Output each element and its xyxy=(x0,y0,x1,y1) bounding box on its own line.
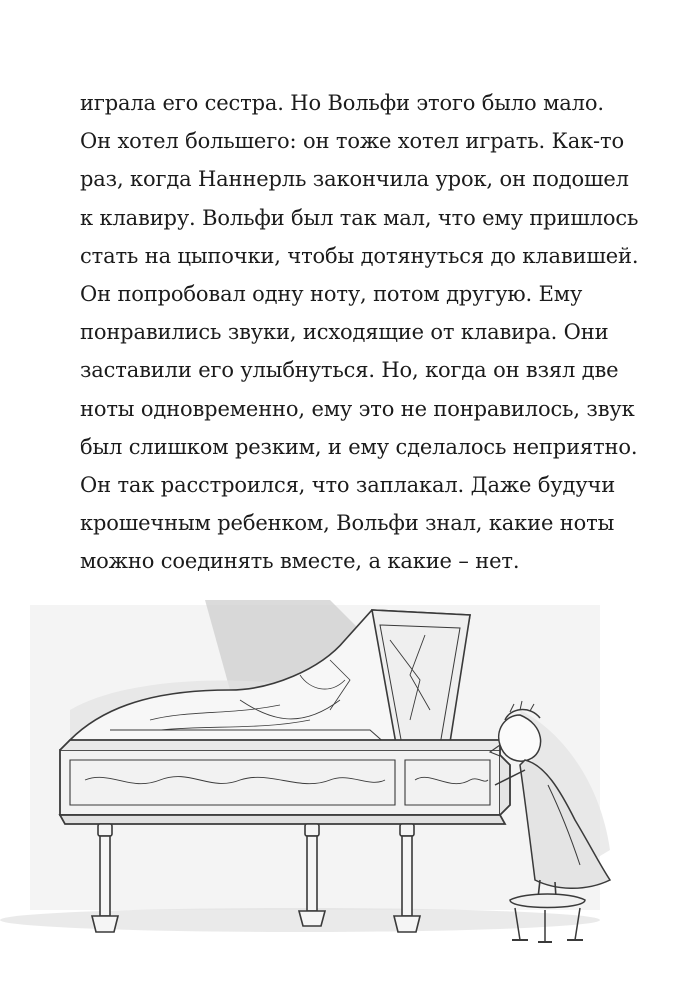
paragraph-line: стать на цыпочки, чтобы дотянуться до клавишей. xyxy=(80,243,639,268)
paragraph-line: Он так расстроился, что заплакал. Даже будучи xyxy=(80,473,616,498)
paragraph-line: был слишком резким, и ему сделалось неприятно. xyxy=(80,434,638,459)
paragraph-line: крошечным ребенком, Вольфи знал, какие ноты xyxy=(80,511,615,536)
paragraph-line: можно соединять вместе, а какие – нет. xyxy=(80,549,520,574)
paragraph-line: играла его сестра. Но Вольфи этого было мало. xyxy=(80,91,604,115)
paragraph-line: к клавиру. Вольфи был так мал, что ему пришлось xyxy=(80,205,639,230)
paragraph-line: раз, когда Наннерль закончила урок, он подошел xyxy=(80,167,629,192)
harpsichord-illustration xyxy=(0,580,686,1000)
story-paragraph xyxy=(80,84,639,581)
paragraph-line: ноты одновременно, ему это не понравилось, звук xyxy=(80,396,635,421)
paragraph-line: понравились звуки, исходящие от клавира. Они xyxy=(80,320,609,345)
paragraph-line: Он хотел большего: он тоже хотел играть. Как-то xyxy=(80,129,624,154)
paragraph-line: Он попробовал одну ноту, потом другую. Ему xyxy=(80,282,583,307)
harpsichord-case xyxy=(60,740,510,824)
paragraph-line: заставили его улыбнуться. Но, когда он взял две xyxy=(80,358,619,383)
